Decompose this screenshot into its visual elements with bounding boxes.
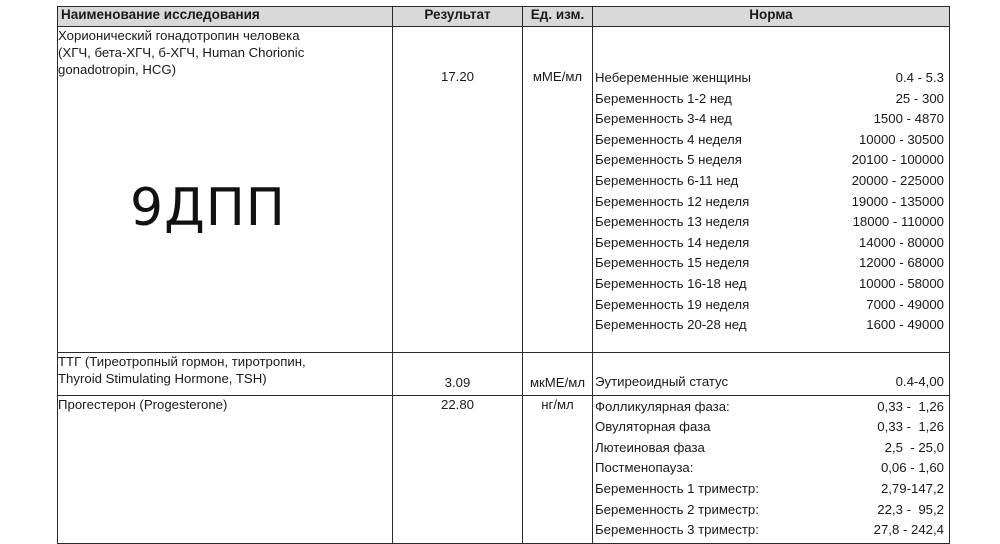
norm-value: 10000 - 30500 <box>858 131 944 147</box>
norm-value: 2,5 - 25,0 <box>884 439 944 455</box>
norms-progesterone <box>593 395 950 543</box>
norm-value: 20000 - 225000 <box>851 172 944 188</box>
norm-row <box>595 150 944 171</box>
norm-row <box>595 295 944 316</box>
norm-value: 18000 - 110000 <box>852 214 944 230</box>
norm-label: Беременность 1 триместр: <box>595 480 759 496</box>
test-name-progesterone: Прогестерон (Progesterone) <box>58 395 393 543</box>
norm-label: Беременность 16-18 нед <box>595 275 747 291</box>
header-norm: Норма <box>593 7 950 27</box>
result-progesterone: 22.80 <box>393 395 523 543</box>
norm-row <box>595 130 944 151</box>
norm-label: Фолликулярная фаза: <box>595 398 730 414</box>
norm-label: Беременность 1-2 нед <box>595 90 732 106</box>
norm-value: 27,8 - 242,4 <box>873 522 944 538</box>
norm-row <box>595 274 944 295</box>
norm-value: 20100 - 100000 <box>851 152 944 168</box>
norm-value: 1500 - 4870 <box>873 111 944 127</box>
norm-value: 10000 - 58000 <box>858 275 944 291</box>
norm-row <box>595 89 944 110</box>
norm-label: Овуляторная фаза <box>595 419 711 435</box>
test-name-hcg: Хорионический гонадотропин человека (ХГЧ, бета-ХГЧ, б-ХГЧ, Human Chorionic gonadotropin, HCG) <box>58 27 393 353</box>
norm-row <box>595 109 944 130</box>
norm-label: Беременность 5 неделя <box>595 152 742 168</box>
norm-value: 2,79-147,2 <box>880 480 944 496</box>
norm-row <box>595 68 944 89</box>
norm-row <box>595 372 944 393</box>
handwritten-note: 9ДПП <box>130 178 286 238</box>
norm-row <box>595 212 944 233</box>
norm-value: 0,06 - 1,60 <box>880 460 944 476</box>
unit-progesterone: нг/мл <box>523 395 593 543</box>
norm-label: Беременность 15 неделя <box>595 255 750 271</box>
norm-row <box>595 417 944 438</box>
norm-label: Беременность 2 триместр: <box>595 501 759 517</box>
norm-row <box>595 438 944 459</box>
norm-label: Беременность 3-4 нед <box>595 111 732 127</box>
norm-row <box>595 479 944 500</box>
norm-label: Беременность 6-11 нед <box>595 172 739 188</box>
norm-value: 19000 - 135000 <box>851 193 944 209</box>
result-tsh: 3.09 <box>393 353 523 396</box>
norm-label: Беременность 13 неделя <box>595 214 750 230</box>
norm-value: 1600 - 49000 <box>866 317 944 333</box>
norm-row <box>595 500 944 521</box>
norm-label: Лютеиновая фаза <box>595 439 705 455</box>
test-name-tsh: ТТГ (Тиреотропный гормон, тиротропин, Thyroid Stimulating Hormone, TSH) <box>58 353 393 396</box>
norms-tsh <box>593 353 950 396</box>
table-header-row <box>58 7 950 27</box>
norm-label: Беременность 4 неделя <box>595 131 742 147</box>
norm-value: 0.4-4,00 <box>895 374 944 389</box>
unit-hcg: мМЕ/мл <box>523 27 593 353</box>
norm-row <box>595 253 944 274</box>
norm-label: Эутиреоидный статус <box>595 374 729 389</box>
norm-label: Постменопауза: <box>595 460 694 476</box>
norm-value: 0,33 - 1,26 <box>877 398 944 414</box>
norm-label: Беременность 12 неделя <box>595 193 750 209</box>
norm-label: Небеременные женщины <box>595 70 751 85</box>
table-row-progesterone <box>58 395 950 543</box>
norm-row <box>595 458 944 479</box>
norm-row <box>595 233 944 254</box>
result-hcg: 17.20 <box>393 27 523 353</box>
norm-label: Беременность 19 неделя <box>595 296 750 312</box>
norm-value: 14000 - 80000 <box>858 234 944 250</box>
header-name: Наименование исследования <box>58 7 393 27</box>
header-unit: Ед. изм. <box>523 7 593 27</box>
norm-row <box>595 192 944 213</box>
norms-hcg <box>593 27 950 353</box>
norm-value: 22,3 - 95,2 <box>877 501 944 517</box>
norm-value: 12000 - 68000 <box>858 255 944 271</box>
norm-label: Беременность 14 неделя <box>595 234 750 250</box>
norm-label: Беременность 3 триместр: <box>595 522 759 538</box>
norm-row <box>595 397 944 418</box>
norm-value: 0,33 - 1,26 <box>877 419 944 435</box>
header-result: Результат <box>393 7 523 27</box>
norm-label: Беременность 20-28 нед <box>595 317 747 333</box>
lab-results-table <box>57 6 950 544</box>
norm-value: 0.4 - 5.3 <box>895 70 944 85</box>
norm-row <box>595 171 944 192</box>
norm-value: 7000 - 49000 <box>866 296 944 312</box>
norm-value: 25 - 300 <box>895 90 944 106</box>
unit-tsh: мкМЕ/мл <box>523 353 593 396</box>
table-row-tsh <box>58 353 950 396</box>
norm-row <box>595 315 944 336</box>
norm-row <box>595 520 944 541</box>
